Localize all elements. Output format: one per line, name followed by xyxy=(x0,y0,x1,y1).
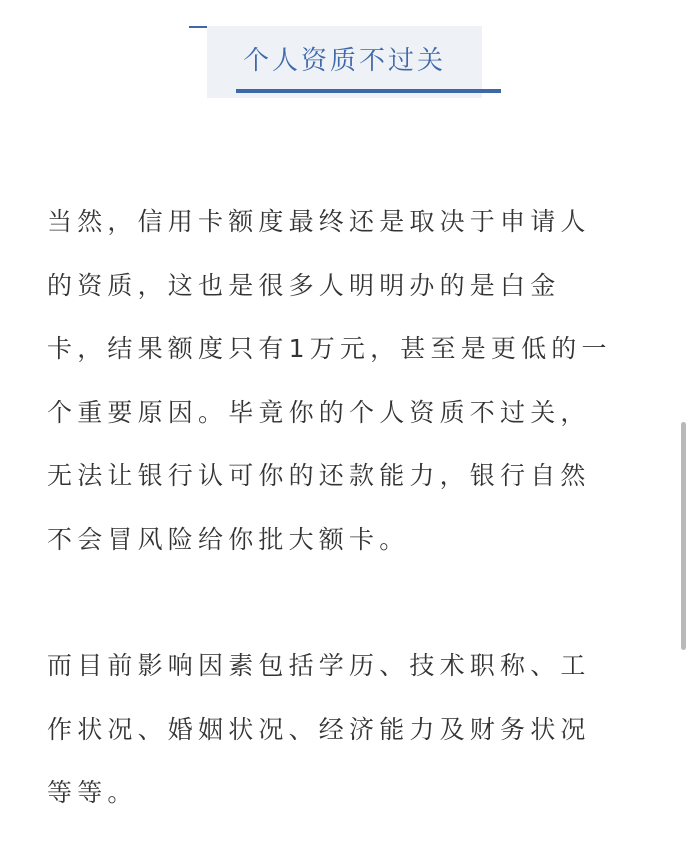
section-heading: 个人资质不过关 xyxy=(242,46,446,76)
heading-bottom-rule xyxy=(236,89,501,93)
paragraph-factors: 而目前影响因素包括学历、技术职称、工 作状况、婚姻状况、经济能力及财务状况 等等。 xyxy=(47,651,591,807)
scrollbar-thumb[interactable] xyxy=(681,422,686,650)
paragraph-credit-limit: 当然，信用卡额度最终还是取决于申请人 的资质，这也是很多人明明办的是白金 卡，结果额度只有1万元，甚至是更低的一 个重要原因。毕竟你的个人资质不过关， 无法让银行认可你的还款能力，银行自然 不会冒风险给你批大额卡。 xyxy=(47,207,612,554)
article-body xyxy=(47,190,647,825)
section-heading-banner xyxy=(187,26,503,102)
